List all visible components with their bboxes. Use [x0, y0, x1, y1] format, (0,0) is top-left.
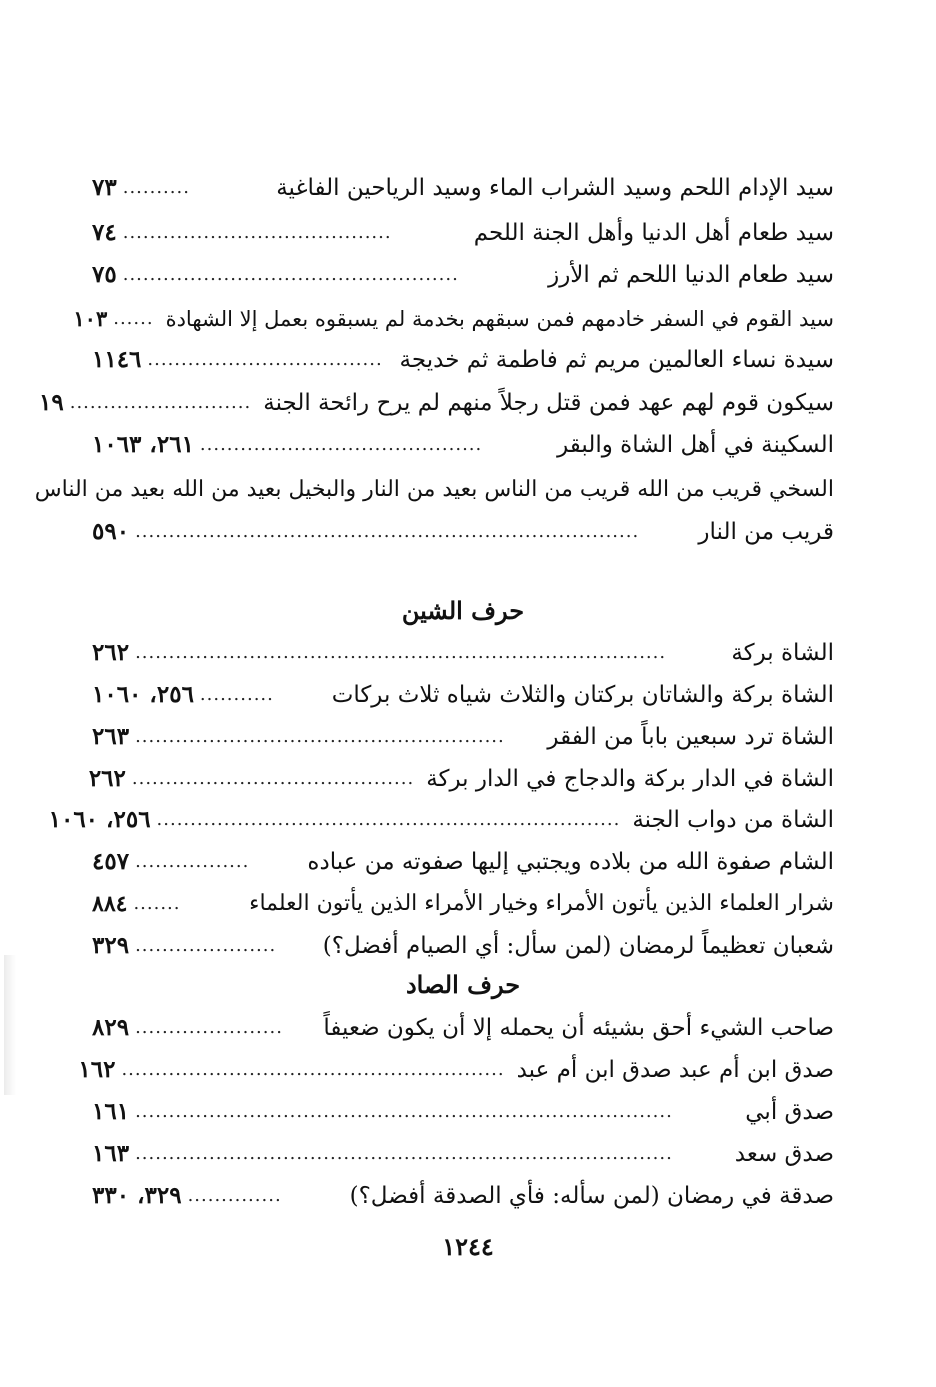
- index-entry: [92, 255, 834, 295]
- entry-title: سيدة نساء العالمين مريم ثم فاطمة ثم خديجة: [399, 347, 834, 373]
- entry-leader-dots: ...............................................................................: [135, 642, 667, 663]
- entry-page-ref: ٢٥٦، ١٠٦٠: [92, 681, 194, 708]
- entry-leader-dots: ........................................: [122, 222, 392, 243]
- index-entry: [92, 633, 834, 673]
- entry-leader-dots: ......: [113, 308, 154, 329]
- entry-title: صدق أبي: [745, 1099, 834, 1125]
- entry-leader-dots: ................................................................................: [135, 1101, 673, 1122]
- section-heading-sad: حرف الصاد: [405, 970, 521, 999]
- entry-leader-dots: .....................: [135, 935, 277, 956]
- entry-leader-dots: .......................................................: [135, 726, 505, 747]
- index-entry: [92, 884, 834, 924]
- index-entry: [92, 213, 834, 253]
- entry-page-ref: ١٦١: [92, 1098, 130, 1125]
- index-entry: [92, 675, 834, 715]
- entry-leader-dots: ...........................................................................: [135, 521, 640, 542]
- entry-leader-dots: ................................................................................: [135, 1143, 673, 1164]
- index-entry: [92, 1008, 834, 1048]
- index-entry-line1: السخي قريب من الله قريب من الناس بعيد من النار والبخيل بعيد من الله بعيد من الناس: [34, 477, 834, 502]
- entry-title: الشاة بركة والشاتان بركتان والثلاث شياه ثلاث بركات: [331, 682, 834, 708]
- index-entry: [73, 299, 834, 339]
- entry-page-ref: ٧٥: [92, 261, 117, 288]
- entry-leader-dots: .......: [133, 893, 181, 914]
- entry-title: شعبان تعظيماً لرمضان (لمن سأل: أي الصيام أفضل؟): [322, 933, 834, 959]
- index-entry: [92, 717, 834, 757]
- entry-page-ref: ٧٣: [92, 174, 117, 201]
- index-entry: [78, 1050, 834, 1090]
- entry-leader-dots: ..........: [122, 177, 190, 198]
- entry-page-ref: ١٦٢: [78, 1056, 116, 1083]
- entry-title: الشام صفوة الله من بلاده ويجتبي إليها صفوته من عباده: [307, 849, 834, 875]
- entry-leader-dots: ...................................: [147, 349, 383, 370]
- index-entry: [92, 425, 834, 465]
- entry-leader-dots: ..........................................: [131, 768, 415, 789]
- entry-leader-dots: ..................................................: [122, 264, 459, 285]
- index-entry: [92, 1134, 834, 1174]
- entry-leader-dots: ..............: [187, 1185, 282, 1206]
- index-entry: [92, 842, 834, 882]
- entry-page-ref: ٥٩٠: [92, 518, 130, 545]
- entry-title: صدق ابن أم عبد صدق ابن أم عبد: [516, 1057, 834, 1083]
- entry-leader-dots: ......................: [135, 1017, 283, 1038]
- entry-page-ref: ٢٦٣: [92, 723, 130, 750]
- entry-leader-dots: ...........: [199, 684, 274, 705]
- entry-page-ref: ١١٤٦: [92, 346, 142, 373]
- entry-title: صدق سعد: [734, 1141, 834, 1167]
- scan-shadow: [4, 955, 16, 1095]
- entry-title: سيد طعام أهل الدنيا وأهل الجنة اللحم: [473, 220, 834, 246]
- entry-title: صدقة في رمضان (لمن سأله: فأي الصدقة أفضل؟): [349, 1183, 834, 1209]
- entry-title: الشاة بركة: [731, 640, 834, 666]
- entry-title: شرار العلماء الذين يأتون الأمراء وخيار الأمراء الذين يأتون العلماء: [249, 891, 834, 916]
- entry-title: الشاة في الدار بركة والدجاج في الدار بركة: [426, 766, 834, 792]
- index-entry: [48, 800, 834, 840]
- entry-page-ref: ٤٥٧: [92, 848, 130, 875]
- entry-page-ref: ٢٦٢: [88, 765, 126, 792]
- entry-page-ref: ٧٤: [92, 219, 117, 246]
- entry-page-ref: ١٦٣: [92, 1140, 130, 1167]
- index-entry: [39, 383, 834, 423]
- index-entry: [92, 1092, 834, 1132]
- entry-leader-dots: ..........................................: [199, 434, 483, 455]
- page-number: ١٢٤٤: [442, 1232, 494, 1261]
- entry-page-ref: ٨٢٩: [92, 1014, 130, 1041]
- index-entry: [92, 512, 834, 552]
- entry-title: الشاة من دواب الجنة: [632, 807, 834, 833]
- index-entry: [92, 340, 834, 380]
- entry-page-ref: ٢٥٦، ١٠٦٠: [48, 806, 151, 833]
- entry-leader-dots: .................: [135, 851, 250, 872]
- entry-title: صاحب الشيء أحق بشيئه أن يحمله إلا أن يكون ضعيفاً: [323, 1015, 834, 1041]
- index-entry: [92, 1176, 834, 1216]
- entry-title: السكينة في أهل الشاة والبقر: [557, 432, 834, 458]
- entry-leader-dots: .........................................................: [121, 1059, 505, 1080]
- entry-page-ref: ٣٢٩، ٣٣٠: [92, 1182, 182, 1209]
- entry-page-ref: ٣٢٩: [92, 932, 130, 959]
- entry-title: سيد الإدام اللحم وسيد الشراب الماء وسيد الرياحين الفاغية: [276, 175, 834, 201]
- index-entry: [92, 926, 834, 966]
- entry-page-ref: ٨٨٤: [92, 891, 128, 917]
- entry-title: قريب من النار: [698, 519, 834, 545]
- entry-page-ref: ١٩: [39, 389, 64, 416]
- entry-page-ref: ١٠٣: [73, 306, 108, 331]
- entry-title: سيد طعام الدنيا اللحم ثم الأرز: [548, 262, 834, 288]
- entry-page-ref: ٢٦٢: [92, 639, 130, 666]
- entry-title: سيكون قوم لهم عهد فمن قتل رجلاً منهم لم يرح رائحة الجنة: [263, 390, 834, 416]
- entry-leader-dots: ...........................: [69, 392, 252, 413]
- section-heading-shin: حرف الشين: [401, 596, 525, 625]
- entry-title: سيد القوم في السفر خادمهم فمن سبقهم بخدمة لم يسبقوه بعمل إلا الشهادة: [165, 307, 834, 331]
- index-entry: [92, 168, 834, 208]
- entry-page-ref: ٢٦١، ١٠٦٣: [92, 431, 194, 458]
- entry-leader-dots: .....................................................................: [156, 809, 621, 830]
- entry-title: الشاة ترد سبعين باباً من الفقر: [547, 724, 834, 750]
- index-entry: [88, 759, 834, 799]
